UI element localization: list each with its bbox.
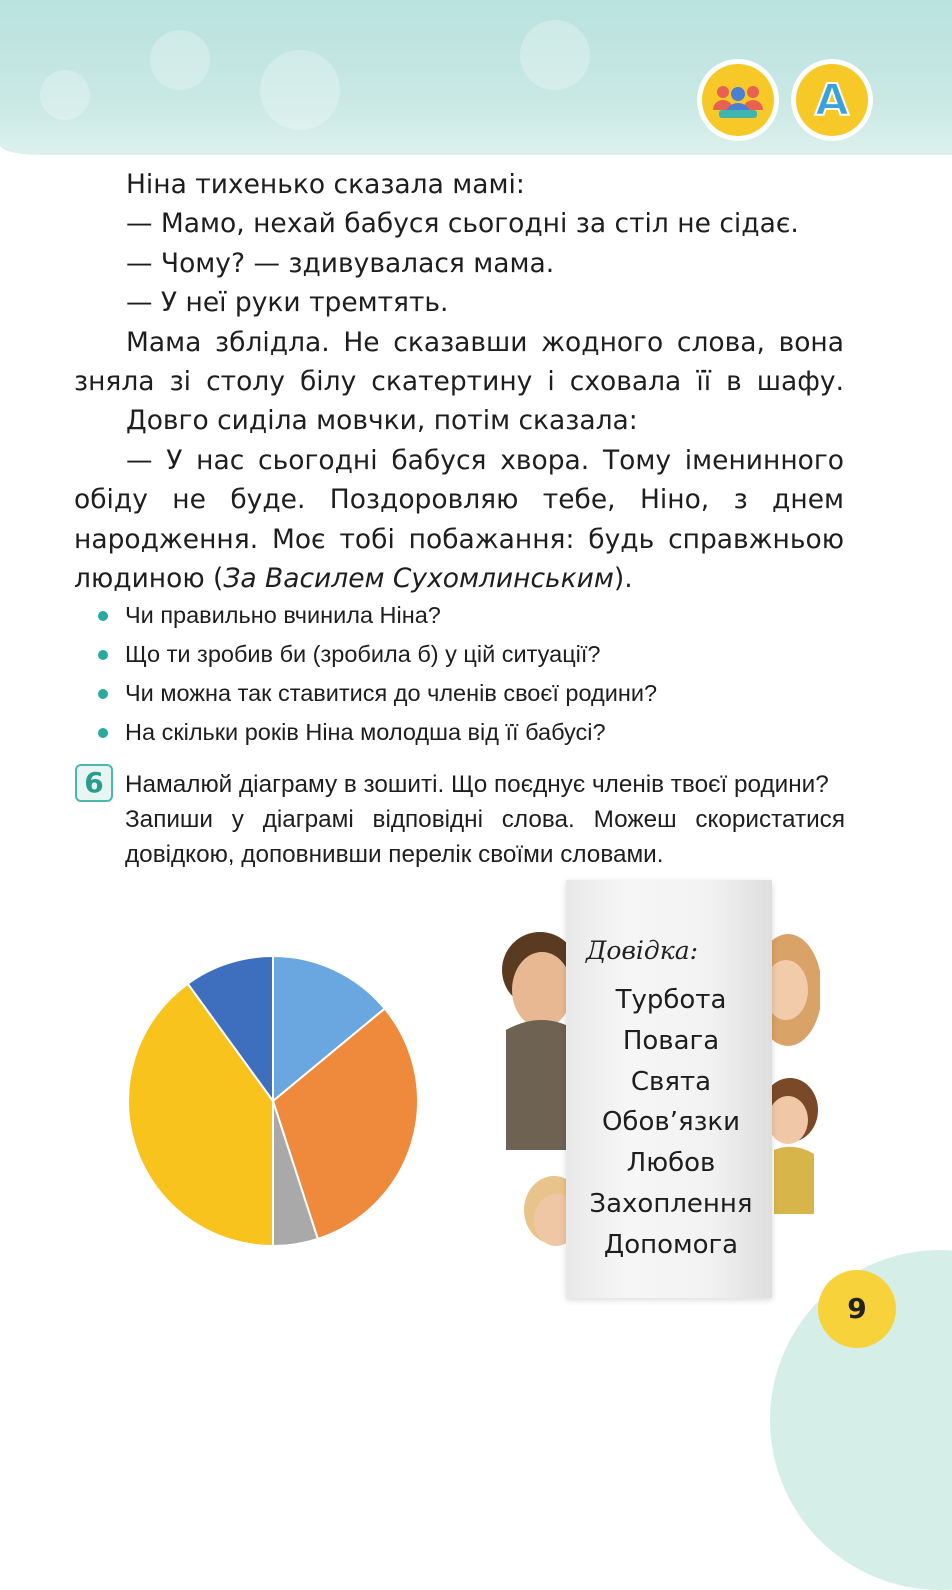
decor-bubble [260, 50, 340, 130]
group-work-icon [702, 64, 774, 136]
task-number: 6 [75, 764, 113, 802]
task-line: Намалюй діаграму в зошиті. Що поєднує членів твоєї родини? [125, 771, 829, 798]
story-final-text: — У нас сьогодні бабуся хвора. Тому іменинного обіду не буде. Поздоровляю тебе, Ніно, з днем народження. Моє тобі побажання: будь справжньою людиною ( [74, 444, 844, 595]
reference-title: Довідка: [586, 936, 699, 965]
story-paragraph: — У неї руки тремтять. [126, 287, 449, 319]
story-author: За Василем Сухомлинським [223, 563, 614, 595]
story-text [74, 165, 844, 598]
story-paragraph: — Мамо, нехай бабуся сьогодні за стіл не сідає. [126, 208, 799, 240]
reference-item: Обов’язки [601, 1107, 741, 1138]
bullet-icon [98, 611, 108, 621]
question-item [98, 674, 657, 713]
letter-a-label: А [814, 74, 850, 126]
decor-bubble [150, 30, 210, 90]
bullet-icon [98, 689, 108, 699]
reference-item: Турбота [615, 985, 727, 1015]
question-item [98, 713, 657, 752]
question-list [98, 596, 657, 752]
question-text: На скільки років Ніна молодша від її бабусі? [125, 719, 606, 745]
question-item [98, 596, 657, 635]
letter-a-icon [796, 64, 868, 136]
question-item [98, 635, 657, 674]
question-text: Чи правильно вчинила Ніна? [125, 602, 441, 628]
decor-bubble [520, 20, 590, 90]
story-paragraph: Довго сиділа мовчки, потім сказала: [126, 405, 638, 437]
reference-item: Любов [626, 1148, 716, 1179]
reference-list [568, 980, 774, 1266]
reference-item: Захоплення [589, 1188, 753, 1219]
question-text: Що ти зробив би (зробила б) у цій ситуації? [125, 641, 601, 667]
bullet-icon [98, 650, 108, 660]
question-text: Чи можна так ставитися до членів своєї родини? [125, 680, 658, 706]
decor-bubble [40, 70, 90, 120]
reference-item: Повага [622, 1025, 720, 1056]
story-paragraph-final [74, 441, 844, 599]
story-paragraph: Мама зблідла. Не сказавши жодного слова, вона зняла зі столу білу скатертину і сховала її в шафу. [74, 326, 844, 398]
reference-item: Свята [630, 1066, 712, 1097]
bullet-icon [98, 728, 108, 738]
story-paragraph: Ніна тихенько сказала мамі: [126, 169, 525, 200]
page-number: 9 [818, 1270, 896, 1348]
task-text [125, 768, 845, 872]
pie-diagram [124, 952, 422, 1250]
reference-item: Допомога [603, 1229, 739, 1260]
story-closing: ). [613, 563, 633, 595]
task-line: Запиши у діаграмі відповідні слова. Можеш скористатися довідкою, доповнивши перелік своїми словами. [125, 805, 845, 868]
story-paragraph: — Чому? — здивувалася мама. [126, 247, 555, 279]
